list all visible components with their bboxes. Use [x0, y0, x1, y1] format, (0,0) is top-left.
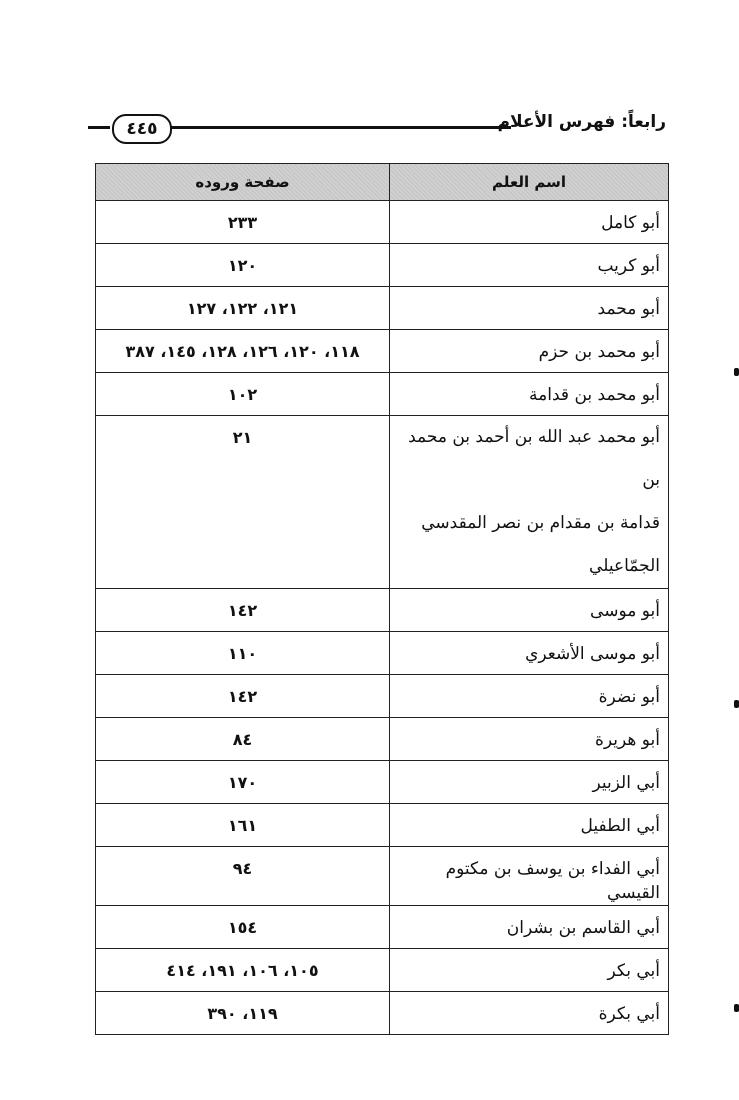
- column-header-name: اسم العلم: [390, 164, 669, 201]
- person-name-cell: [390, 847, 669, 906]
- person-name: أبو محمد بن قدامة: [529, 385, 660, 405]
- person-name-cell: [390, 949, 669, 992]
- page-references-cell: ٢٣٣: [96, 201, 390, 244]
- page-references-cell: ١٢٠: [96, 244, 390, 287]
- person-name: أبو كريب: [597, 256, 660, 276]
- table-row: [96, 589, 669, 632]
- header-rule: [136, 126, 511, 129]
- page-references-cell: ١٥٤: [96, 906, 390, 949]
- person-name: أبو كامل: [601, 213, 660, 233]
- table-row: [96, 330, 669, 373]
- table-header-row: [96, 164, 669, 201]
- person-name: أبي الطفيل: [580, 816, 660, 836]
- page-references-cell: ٢١: [96, 416, 390, 589]
- margin-mark: [734, 368, 739, 376]
- person-name: أبي القاسم بن بشران: [506, 918, 660, 938]
- table-row: [96, 201, 669, 244]
- person-name-cell: [390, 675, 669, 718]
- page-references-cell: ١٤٢: [96, 589, 390, 632]
- table-row: [96, 992, 669, 1035]
- person-name-cell: [390, 416, 669, 589]
- table-row: [96, 949, 669, 992]
- person-name-cell: [390, 287, 669, 330]
- person-name-cell: [390, 589, 669, 632]
- table-row: [96, 804, 669, 847]
- column-header-pages: صفحة وروده: [96, 164, 390, 201]
- table-row: [96, 244, 669, 287]
- page-references-cell: ١٠٥، ١٠٦، ١٩١، ٤١٤: [96, 949, 390, 992]
- page-number: ٤٤٥: [112, 114, 172, 144]
- person-name-cell: [390, 718, 669, 761]
- page-header: [96, 108, 666, 148]
- person-name: أبو محمد: [597, 299, 660, 319]
- page-references-cell: ٨٤: [96, 718, 390, 761]
- person-name: قدامة بن مقدام بن نصر المقدسي: [421, 513, 660, 533]
- table-row: [96, 906, 669, 949]
- person-name: أبو نضرة: [598, 687, 660, 707]
- person-name-cell: [390, 330, 669, 373]
- page-references-cell: ١٦١: [96, 804, 390, 847]
- person-name-cell: [390, 201, 669, 244]
- names-index-table: [95, 163, 669, 1035]
- page-references-cell: ١٧٠: [96, 761, 390, 804]
- section-title: رابعاً: فهرس الأعلام: [497, 112, 666, 132]
- person-name: أبو هريرة: [594, 730, 660, 750]
- page-references-cell: ١١٩، ٣٩٠: [96, 992, 390, 1035]
- person-name-cell: [390, 804, 669, 847]
- page-references-cell: ١١٨، ١٢٠، ١٢٦، ١٢٨، ١٤٥، ٣٨٧: [96, 330, 390, 373]
- margin-mark: [734, 700, 739, 708]
- person-name: أبي الزبير: [592, 773, 660, 793]
- person-name: الجمّاعيلي: [589, 556, 660, 576]
- table-row: [96, 287, 669, 330]
- person-name-cell: [390, 761, 669, 804]
- page-references-cell: ١٤٢: [96, 675, 390, 718]
- margin-mark: [734, 1004, 739, 1012]
- table-body: [96, 201, 669, 1035]
- table-row: [96, 675, 669, 718]
- table-row: [96, 373, 669, 416]
- person-name: أبو محمد بن حزم: [538, 342, 660, 362]
- person-name: أبي بكر: [607, 961, 660, 981]
- page-references-cell: ٩٤: [96, 847, 390, 906]
- table-row: [96, 761, 669, 804]
- person-name: أبو موسى: [590, 601, 660, 621]
- person-name: أبي الفداء بن يوسف بن مكتوم القيسي: [445, 859, 660, 903]
- person-name: أبو محمد عبد الله بن أحمد بن محمد بن: [408, 427, 660, 490]
- person-name-cell: [390, 632, 669, 675]
- person-name: أبي بكرة: [598, 1004, 660, 1024]
- table-row: [96, 632, 669, 675]
- table-row: [96, 718, 669, 761]
- page-references-cell: ١٠٢: [96, 373, 390, 416]
- person-name-cell: [390, 906, 669, 949]
- table-row: [96, 416, 669, 589]
- table-row: [96, 847, 669, 906]
- page-references-cell: ١١٠: [96, 632, 390, 675]
- header-left-rule: [88, 126, 110, 129]
- page-references-cell: ١٢١، ١٢٢، ١٢٧: [96, 287, 390, 330]
- person-name: أبو موسى الأشعري: [525, 644, 660, 664]
- person-name-cell: [390, 373, 669, 416]
- person-name-cell: [390, 992, 669, 1035]
- person-name-cell: [390, 244, 669, 287]
